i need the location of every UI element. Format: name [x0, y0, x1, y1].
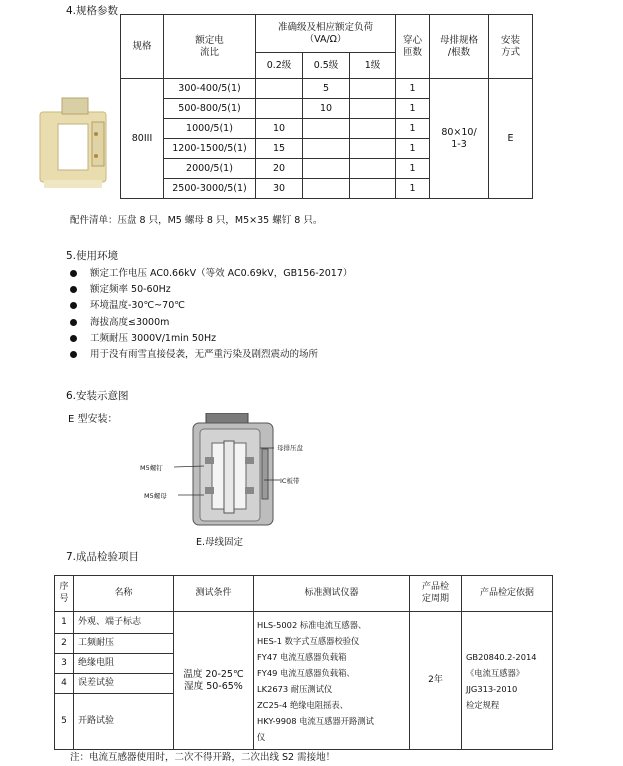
- header-class-1: 1级: [350, 53, 396, 79]
- ratio-cell: 300-400/5(1): [164, 79, 256, 99]
- name-cell: 绝缘电阻: [74, 654, 174, 674]
- inspection-table: [54, 575, 553, 750]
- section-6-title: 6.安装示意图: [66, 390, 129, 402]
- header-accuracy: 准确级及相应额定负荷 （VA/Ω）: [256, 15, 396, 53]
- accessory-list: 配件清单：压盘 8 只，M5 螺母 8 只，M5×35 螺钉 8 只。: [70, 215, 323, 226]
- class-1-cell: [350, 179, 396, 199]
- header-period: 产品检 定周期: [410, 576, 462, 612]
- header-busbar: 母排规格 /根数: [430, 15, 489, 79]
- header-name: 名称: [74, 576, 174, 612]
- header-turns: 穿心 匝数: [396, 15, 430, 79]
- ratio-cell: 1000/5(1): [164, 119, 256, 139]
- callout-press-plate: 母排压盘: [277, 444, 303, 452]
- turns-cell: 1: [396, 99, 430, 119]
- class-05-cell: [303, 139, 350, 159]
- name-cell: 误差试验: [74, 674, 174, 694]
- list-item: 额定工作电压 AC0.66kV（等效 AC0.69kV，GB156-2017）: [70, 266, 352, 282]
- class-05-cell: [303, 179, 350, 199]
- table-row: [55, 612, 553, 634]
- name-cell: 外观、端子标志: [74, 612, 174, 634]
- name-cell: 工频耐压: [74, 634, 174, 654]
- header-model: 规格: [121, 15, 164, 79]
- list-item: 用于没有雨雪直接侵袭，无严重污染及剧烈震动的场所: [70, 347, 352, 363]
- no-cell: 4: [55, 674, 74, 694]
- no-cell: 5: [55, 694, 74, 750]
- bullet-icon: [70, 319, 77, 326]
- header-class-05: 0.5级: [303, 53, 350, 79]
- header-no: 序 号: [55, 576, 74, 612]
- callout-m5-nut: M5螺母: [144, 492, 167, 500]
- model-cell: 80III: [121, 79, 164, 199]
- environment-list: [70, 266, 352, 363]
- table-row: [121, 79, 533, 99]
- list-item: 环境温度-30℃~70℃: [70, 298, 352, 314]
- basis-cell: GB20840.2-2014 《电流互感器》 JJG313-2010 检定规程: [462, 612, 553, 750]
- bullet-icon: [70, 335, 77, 342]
- class-1-cell: [350, 99, 396, 119]
- callout-ic-band: IC板带: [280, 477, 300, 485]
- busbar-cell: 80×10/ 1-3: [430, 79, 489, 199]
- header-ratio: 额定电 流比: [164, 15, 256, 79]
- ratio-cell: 1200-1500/5(1): [164, 139, 256, 159]
- header-class-02: 0.2级: [256, 53, 303, 79]
- callout-m5-screw: M5螺钉: [140, 464, 163, 472]
- spec-table: [120, 14, 533, 199]
- header-mount: 安装 方式: [489, 15, 533, 79]
- section-4-title: 4.规格参数: [66, 5, 119, 17]
- no-cell: 1: [55, 612, 74, 634]
- list-item: 额定频率 50-60Hz: [70, 282, 352, 298]
- bullet-icon: [70, 286, 77, 293]
- section-7-title: 7.成品检验项目: [66, 551, 140, 563]
- class-02-cell: 30: [256, 179, 303, 199]
- turns-cell: 1: [396, 159, 430, 179]
- class-02-cell: [256, 79, 303, 99]
- instrument-cell: HLS-5002 标准电流互感器、 HES-1 数字式互感器校验仪 FY47 电流互感器负载箱 FY49 电流互感器负载箱、 LK2673 耐压测试仪 ZC25-4 绝缘电阻摇表、 HKY-9908 电流互感器开路测试 仪: [254, 612, 410, 750]
- class-1-cell: [350, 139, 396, 159]
- product-photo: [36, 94, 118, 194]
- ratio-cell: 2500-3000/5(1): [164, 179, 256, 199]
- class-05-cell: 5: [303, 79, 350, 99]
- bullet-icon: [70, 351, 77, 358]
- header-basis: 产品检定依据: [462, 576, 553, 612]
- name-cell: 开路试验: [74, 694, 174, 750]
- class-02-cell: 15: [256, 139, 303, 159]
- section-5-title: 5.使用环境: [66, 250, 119, 262]
- class-05-cell: 10: [303, 99, 350, 119]
- class-1-cell: [350, 159, 396, 179]
- no-cell: 3: [55, 654, 74, 674]
- turns-cell: 1: [396, 139, 430, 159]
- class-02-cell: 20: [256, 159, 303, 179]
- class-02-cell: [256, 99, 303, 119]
- class-05-cell: [303, 119, 350, 139]
- ratio-cell: 500-800/5(1): [164, 99, 256, 119]
- callout-lines: [164, 440, 294, 500]
- turns-cell: 1: [396, 79, 430, 99]
- period-cell: 2年: [410, 612, 462, 750]
- header-instrument: 标准测试仪器: [254, 576, 410, 612]
- install-type-label: E 型安装：: [68, 414, 118, 425]
- list-item: 海拔高度≤3000m: [70, 315, 352, 331]
- condition-cell: 温度 20-25℃ 湿度 50-65%: [174, 612, 254, 750]
- class-1-cell: [350, 119, 396, 139]
- header-condition: 测试条件: [174, 576, 254, 612]
- class-1-cell: [350, 79, 396, 99]
- ratio-cell: 2000/5(1): [164, 159, 256, 179]
- no-cell: 2: [55, 634, 74, 654]
- class-05-cell: [303, 159, 350, 179]
- mount-cell: E: [489, 79, 533, 199]
- bullet-icon: [70, 270, 77, 277]
- bullet-icon: [70, 302, 77, 309]
- turns-cell: 1: [396, 179, 430, 199]
- diagram-caption: E.母线固定: [196, 537, 244, 548]
- class-02-cell: 10: [256, 119, 303, 139]
- turns-cell: 1: [396, 119, 430, 139]
- list-item: 工频耐压 3000V/1min 50Hz: [70, 331, 352, 347]
- usage-note: 注：电流互感器使用时，二次不得开路，二次出线 S2 需接地！: [70, 752, 336, 763]
